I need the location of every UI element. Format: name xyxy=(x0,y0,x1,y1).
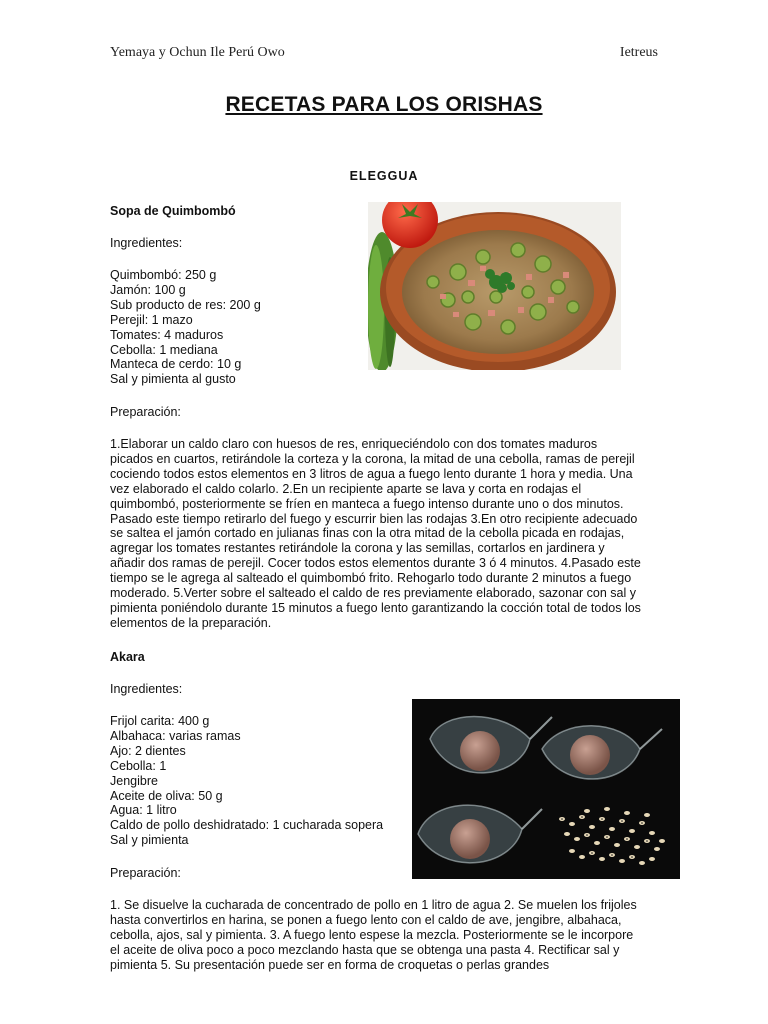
ingredient-item: Sub producto de res: 200 g xyxy=(110,297,261,312)
ingredient-item: Jamón: 100 g xyxy=(110,282,186,297)
ingredient-item: Manteca de cerdo: 10 g xyxy=(110,357,242,372)
preparation-line: pimienta 5. Su presentación puede ser en forma de croquetas o perlas grandes xyxy=(110,957,550,972)
preparation-line: se saltea el jamón cortado en julianas finas con la otra mitad de la cebolla picada en rodajas, xyxy=(110,526,625,541)
recipe2-ingredients-label: Ingredientes: xyxy=(110,682,183,696)
recipe1-ingredients-label: Ingredientes: xyxy=(110,236,183,250)
preparation-line: pimienta poniéndolo durante 15 minutos a fuego lento garantizando la cocción total de todos los xyxy=(110,600,641,615)
ingredient-item: Sal y pimienta xyxy=(110,833,189,848)
header-right-text: Ietreus xyxy=(619,45,658,60)
preparation-line: 1.Elaborar un caldo claro con huesos de res, enriqueciéndolo con dos tomates maduros xyxy=(110,437,598,451)
ingredient-item: Agua: 1 litro xyxy=(110,803,177,818)
preparation-line: añadir dos ramas de perejil. Cocer todos estos elementos durante 3 ó 4 minutos. 4.Pasado este xyxy=(110,556,641,571)
preparation-line: picados en cuartos, retirándole la corteza y la corona, la mitad de una cebolla, ramas de perejil xyxy=(110,451,635,466)
section-title: ELEGGUA xyxy=(349,169,419,183)
ingredient-item: Cebolla: 1 xyxy=(110,758,167,773)
ingredient-item: Jengibre xyxy=(110,773,158,788)
ingredient-item: Perejil: 1 mazo xyxy=(110,312,193,327)
ingredient-item: Albahaca: varias ramas xyxy=(110,728,241,743)
page-title: RECETAS PARA LOS ORISHAS xyxy=(225,93,543,116)
recipe1-ingredients-list xyxy=(110,268,261,387)
preparation-line: quimbombó, posteriormente se fríen en manteca a fuego intenso durante uno o dos minutos. xyxy=(110,496,624,511)
recipe2-preparation-text xyxy=(110,898,637,973)
recipe2-title: Akara xyxy=(110,650,145,664)
ingredient-item: Quimbombó: 250 g xyxy=(110,268,217,282)
header-left-text: Yemaya y Ochun Ile Perú Owo xyxy=(110,45,285,60)
akara-photo xyxy=(412,699,680,879)
preparation-line: el aceite de oliva poco a poco mezclando hasta que se obtenga una pasta 4. Rectificar sal y xyxy=(110,942,620,957)
ingredient-item: Frijol carita: 400 g xyxy=(110,714,210,728)
preparation-line: 1. Se disuelve la cucharada de concentrado de pollo en 1 litro de agua 2. Se muelen los frijoles xyxy=(110,898,637,912)
recipe1-title: Sopa de Quimbombó xyxy=(110,204,236,218)
preparation-line: hasta convertirlos en harina, se ponen a fuego lento con el caldo de ave, jengibre, albahaca, xyxy=(110,912,622,927)
ingredient-item: Sal y pimienta al gusto xyxy=(110,372,236,387)
recipe1-preparation-label: Preparación: xyxy=(110,405,181,419)
recipe1-preparation-text xyxy=(110,437,641,631)
ingredient-item: Aceite de oliva: 50 g xyxy=(110,788,223,803)
okra-soup-photo xyxy=(368,202,621,370)
recipe2-preparation-label: Preparación: xyxy=(110,866,181,880)
preparation-line: cociendo todos estos elementos en 3 litros de agua a fuego lento durante 1 hora y media. Una xyxy=(110,466,633,481)
preparation-line: Pasado este tiempo retirarlo del fuego y escurrir bien las rodajas 3.En otro recipiente adecuado xyxy=(110,511,638,526)
preparation-line: agregar los tomates restantes retirándole la corona y las semillas, cortarlos en jardinera y xyxy=(110,541,605,556)
ingredient-item: Cebolla: 1 mediana xyxy=(110,342,218,357)
preparation-line: vez elaborado el caldo colarlo. 2.En un recipiente aparte se lava y corta en rodajas el xyxy=(110,481,582,496)
ingredient-item: Tomates: 4 maduros xyxy=(110,327,224,342)
ingredient-item: Ajo: 2 dientes xyxy=(110,743,186,758)
preparation-line: elementos de la preparación. xyxy=(110,615,272,630)
ingredient-item: Caldo de pollo deshidratado: 1 cucharada sopera xyxy=(110,818,384,833)
preparation-line: cebolla, ajos, sal y pimienta. 3. A fuego lento espese la mezcla. Posteriormente se le incorpore xyxy=(110,927,634,942)
preparation-line: moderado. 5.Verter sobre el salteado el caldo de res previamente elaborado, sazonar con sal y xyxy=(110,586,637,601)
recipe2-ingredients-list xyxy=(110,714,383,848)
preparation-line: tiempo se le agrega al salteado el quimbombó frito. Rehogarlo todo durante 2 minutos a fuego xyxy=(110,571,632,586)
